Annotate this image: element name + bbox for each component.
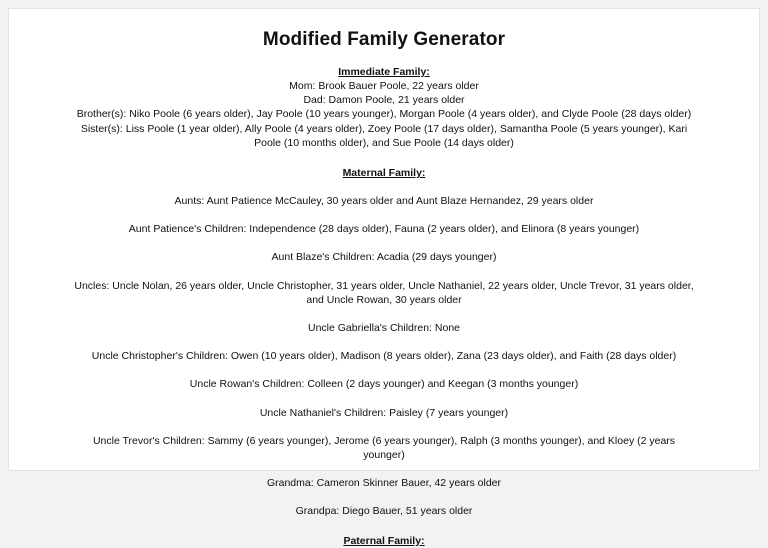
maternal-aunt-patience-children: Aunt Patience's Children: Independence (28 days older), Fauna (2 years older), and Elinora (8 years younger) [128, 223, 640, 236]
document-body [9, 9, 759, 548]
section-heading-paternal-family: Paternal Family: [343, 534, 425, 547]
document-page [8, 8, 760, 547]
maternal-grandpa: Grandpa: Diego Bauer, 51 years older [295, 505, 473, 518]
immediate-family-sisters: Sister(s): Liss Poole (1 year older), Ally Poole (4 years older), Zoey Poole (17 days older), Samantha Poole (5 years younger), Kari Poole (10 months older), and Sue Poole (14 days older) [80, 122, 688, 149]
maternal-uncle-trevor-children: Uncle Trevor's Children: Sammy (6 years younger), Jerome (6 years younger), Ralph (3 months younger), and Kloey (2 years younger) [92, 434, 676, 462]
section-paternal-family [71, 534, 697, 548]
maternal-uncle-gabriella-children: Uncle Gabriella's Children: None [308, 322, 460, 335]
section-immediate-family [71, 65, 697, 150]
immediate-family-dad: Dad: Damon Poole, 21 years older [303, 94, 465, 107]
maternal-uncle-nathaniel-children: Uncle Nathaniel's Children: Paisley (7 years younger) [259, 406, 509, 419]
maternal-uncle-christopher-children: Uncle Christopher's Children: Owen (10 years older), Madison (8 years older), Zana (23 days older), and Faith (28 days older) [91, 350, 677, 363]
immediate-family-brothers: Brother(s): Niko Poole (6 years older), Jay Poole (10 years younger), Morgan Poole (4 years older), and Clyde Poole (28 days older) [76, 108, 692, 121]
maternal-uncle-rowan-children: Uncle Rowan's Children: Colleen (2 days younger) and Keegan (3 months younger) [189, 378, 579, 391]
section-heading-maternal-family: Maternal Family: [342, 167, 426, 180]
maternal-grandma: Grandma: Cameron Skinner Bauer, 42 years older [266, 477, 502, 490]
immediate-family-mom: Mom: Brook Bauer Poole, 22 years older [289, 80, 479, 92]
section-heading-immediate-family: Immediate Family: [338, 66, 430, 78]
maternal-aunt-blaze-children: Aunt Blaze's Children: Acadia (29 days younger) [271, 251, 497, 264]
maternal-uncles: Uncles: Uncle Nolan, 26 years older, Uncle Christopher, 31 years older, Uncle Nathaniel, 22 years older, Uncle Trevor, 31 years older, and Uncle Rowan, 30 years older [74, 279, 694, 306]
section-maternal-family [71, 166, 697, 519]
page-title: Modified Family Generator [262, 29, 506, 50]
maternal-aunts: Aunts: Aunt Patience McCauley, 30 years older and Aunt Blaze Hernandez, 29 years older [174, 195, 594, 208]
